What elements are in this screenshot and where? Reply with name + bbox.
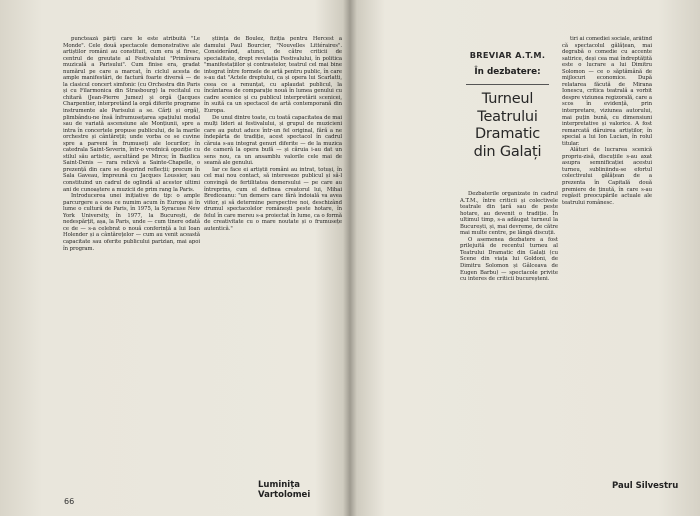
- article-title: [456, 91, 559, 161]
- kicker: În dezbatere:: [474, 67, 541, 77]
- author-signature-right: Paul Silvestru: [612, 481, 679, 491]
- paragraph: tiri ai comediei sociale, arătînd că spectacolul gălățean, mai degrabă o comedie cu accente satirice, deși cea mai îndreptățită este o lucrare a lui Dimitru Solomon — ce o săptămână de mijlocuri economice. După relatarea făcută de Mirana Ionescu, critica teatrală a vorbit despre viziunea regizorală, care a scos în evidență, prin interpretare, viziunea autorului, mai puțin bună, cu dimensiuni interpretative și valorice. A fost remarcată dăruirea artiștilor, în special a lui Ion Lucian, în rolul titular.: [562, 36, 652, 147]
- title-line: Teatrului: [477, 108, 538, 125]
- right-column-2-main: [562, 36, 652, 506]
- paragraph: știința de Boulez, fiziția pentru Hercest a damului Paul Bourcier, "Nouvelles Littéraires". Considerând, atunci, de către criticii de specialitate, drept revelația Festivalului, în politica "manifestațiilor și contrastelor, teatrul cel mai bine integrat între formele de artă pentru public, în care s-au dat "Actele dreptului, ca și opera lui Scarlatti, ceea ce a renunțat, cu aplaudat publicul, la încântarea de comparație nouă în lumea genului cu cadre scenice și cu publicul interpretării scenicei, în suită ca un spectacol de artă contemporană din Europa.: [204, 36, 342, 115]
- paragraph: Iar ce face ei artiștii români au intrat, totuși, în cel mai nou contact, să intereseze publicul și să-l convingă de fertilitatea demersului — pe care au întreprins, cum el definea creatorul lui, Mihai Brediceanu: "un demers care fără îndoială va avea viitor, și să determine perspective noi, deschizând drumul spectacolelor românești peste hotare, în felul în care mereu s-a proiectat în lume, ca o formă de creativitate cu o mare noutate și o frumusețe autentică.": [204, 166, 342, 232]
- page-number: 66: [64, 497, 75, 506]
- paragraph: punctează părți care le este atribuită "Le Monde". Cele două spectacole demonstrative ale artiștilor români au constituit, cum era și firesc, centrul de greutate al Festivalului "Primăvara muzicală a Parisului". Cum finise era, gradat numărul pe care a marcat, în ciclul acesta de ample manifestări, de factură foarte diversă — de la clasicul concert simfonic (cu Orchestra din Paris și cu Filarmonica din Strasbourg) la recitalul cu chitară (Jean-Pierre Jumez) și orgă (Jacques Charpentier, interpretând la orgă diferite programe instrumente ale Parisului a se. Cărți și orgă), plimbându-ne însă înfrumusețarea spațiului modal sau de variată ascensiune ale Monțiunii, spre a intra în concertele propuse publicului, de la marile orchestre și cântăreții; unde vorba ce se cuvine spre a parveni în frumuseți ale locurilor; în catedrala Saint-Severin, într-o vrednică opoziție cu stilul său artistic, ascultând pe Mirce; în Bazilica Saint-Denis — rara relicvă a Sainte-Chapelle, o prezență din care se desprind reflecții; precum în Sala Gaveau, împreună cu Jacques Loussier, sau constituind un cadrul de oglindă al acestor ultimi ani de cunoaștere a muzicii de prim rang la Paris.: [63, 36, 200, 193]
- title-line: Dramatic: [474, 126, 541, 142]
- rubric: BREVIAR A.T.M.: [469, 50, 546, 60]
- left-column-2: [204, 36, 342, 472]
- divider: [466, 84, 549, 85]
- paragraph: Dezbaterile organizate în cadrul A.T.M., între criticii și colectivele teatrale din țară sau de peste hotare, au devenit o tradiție. În ultimul timp, s-a adăugat turneul la București, și, mai devreme, de către mai multe centre, pe lângă discuții.: [460, 191, 558, 237]
- article-header: [456, 50, 559, 161]
- paragraph: Alături de lucrarea scenică propriu-zisă, discuțiile s-au axat asupra semnificației acestui turneu, subliniindu-se efortul colectivului gălățean de a prezenta în Capitală două premiere de ținută, în care s-au regăsit preocupările actuale ale teatrului românesc.: [562, 147, 652, 206]
- article-lead: [460, 191, 558, 496]
- paragraph: Introducerea unei inițiative de tip: o ample parcurgere a ceea ce numim acum în Europa și în lume o cultură de Paris, în 1975, la Syracuse New York University, în 1977, la București, de nedespărțit, așa, la Paris, unde — cum tinere odată ce de — s-a celebrat o nouă conferință a lui Ioan Holender și a cântărețelor — cum au venit această capacitate sau oferite publicului parizian, mai apoi în program.: [63, 193, 200, 252]
- title-line: din Galați: [473, 143, 542, 160]
- paragraph: O asemenea dezbatere a fost prilejuită de recentul turneu al Teatrului Dramatic din Galați (cu Scene din viața lui Goldoni, de Dimitru Solomon și Gâlceava de Eugen Barbu) — spectacole privite cu interes de criticii bucureșteni.: [460, 236, 558, 283]
- paragraph: De unul dintre toate, cu toată capacitatea de mai mulți lideri ai festivalului, și grupul de muzicieni care au putut aduce într-un fel original, fără a ne îndepărta de tradiție, acest spectacol în cadrul căruia s-au integrat genuri diferite — de la muzica de cameră la opera bufă — și căruia i-au dat un sens nou, ca un ansamblu valorile cele mai de seamă ale genului.: [204, 114, 342, 167]
- author-signature: Luminița Vartolomei: [258, 480, 311, 500]
- left-column-1: [63, 36, 200, 496]
- title-line: Turneul: [481, 91, 534, 107]
